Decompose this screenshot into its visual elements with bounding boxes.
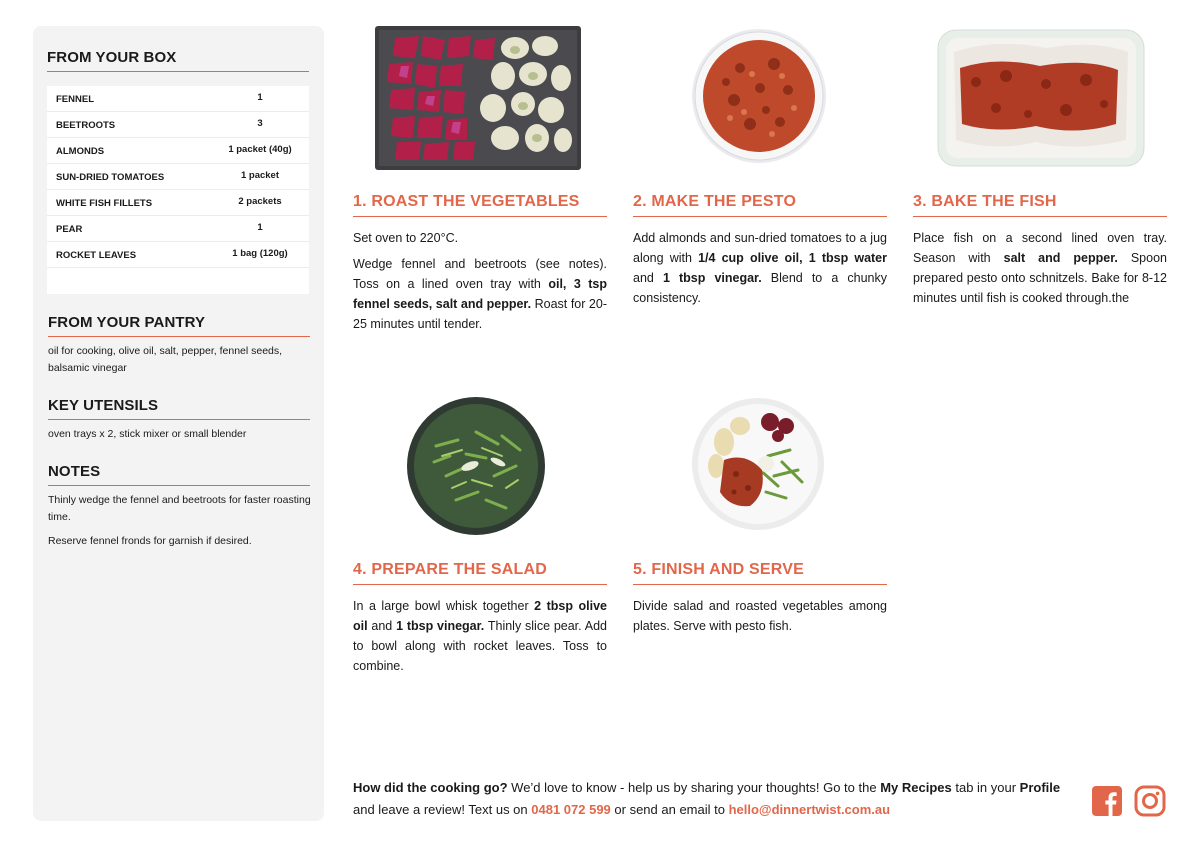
ingredient-row (47, 164, 309, 190)
step-5-body (633, 596, 887, 642)
bold-text: 2 tbsp olive oil (353, 599, 607, 633)
bold-text: 1 tbsp vinegar. (662, 271, 762, 285)
pesto-bowl-photo (690, 28, 828, 164)
divider (353, 216, 607, 217)
email-link[interactable]: hello@dinnertwist.com.au (728, 802, 891, 817)
divider (633, 584, 887, 585)
ingredient-qty: 1 (257, 92, 263, 103)
step-1-title: 1. ROAST THE VEGETABLES (353, 193, 580, 210)
ingredient-row (47, 242, 309, 268)
step-1-body (353, 228, 607, 340)
ingredient-row (47, 138, 309, 164)
text: and leave a review! Text us on (353, 802, 532, 817)
ingredient-row (47, 112, 309, 138)
ingredient-row (47, 190, 309, 216)
note-2: Reserve fennel fronds for garnish if desired. (48, 535, 252, 547)
ingredient-qty: 3 (257, 118, 263, 129)
step-4-text (353, 596, 607, 676)
divider (353, 584, 607, 585)
ingredient-row (47, 86, 309, 112)
divider (633, 216, 887, 217)
ingredient-qty: 1 packet (240, 170, 280, 181)
bold-text: 1/4 cup olive oil, 1 tbsp water (698, 251, 887, 265)
divider (47, 71, 309, 72)
text: or send an email to (610, 802, 729, 817)
divider (48, 419, 310, 420)
text: Wedge fennel and beetroots (see notes). Toss on a lined oven tray with (353, 257, 607, 291)
step-1-line-2 (353, 254, 607, 334)
plated-dish-photo (690, 396, 826, 532)
ingredients-table (47, 86, 309, 294)
ingredient-name: ROCKET LEAVES (56, 250, 137, 261)
notes-title: NOTES (48, 463, 101, 480)
ingredient-qty: 1 bag (120g) (232, 248, 288, 259)
text: Roast for 20-25 minutes until tender. (353, 297, 608, 331)
text: We’d love to know - help us by sharing your thoughts! Go to the (507, 780, 881, 795)
text: Thinly slice pear. Add to bowl along with rocket leaves. Toss to combine. (353, 619, 607, 673)
facebook-icon[interactable] (1091, 785, 1123, 817)
salad-bowl-photo (406, 396, 546, 536)
ingredient-name: PEAR (56, 224, 83, 235)
text: Spoon prepared pesto onto schnitzels. Bake for 8-12 minutes until fish is cooked through.the (913, 251, 1167, 305)
ingredient-qty: 1 (257, 222, 263, 233)
divider (48, 336, 310, 337)
ingredient-row (47, 216, 309, 242)
step-2-title: 2. MAKE THE PESTO (633, 193, 797, 210)
text: Blend to a chunky consistency. (633, 271, 887, 305)
note-1: Thinly wedge the fennel and beetroots for faster roasting time. (48, 494, 311, 523)
instagram-icon[interactable] (1134, 785, 1166, 817)
step-5-text: Divide salad and roasted vegetables among plates. Serve with pesto fish. (633, 599, 887, 633)
text: In a large bowl whisk together (353, 599, 535, 613)
key-utensils-title: KEY UTENSILS (48, 397, 159, 414)
step-1-line-1: Set oven to 220°C. (353, 231, 459, 245)
phone-link[interactable]: 0481 072 599 (531, 802, 611, 817)
ingredient-qty: 2 packets (238, 196, 282, 207)
pantry-text: oil for cooking, olive oil, salt, pepper, fennel seeds, balsamic vinegar (48, 345, 283, 374)
step-4-title: 4. PREPARE THE SALAD (353, 561, 547, 578)
from-your-pantry-title: FROM YOUR PANTRY (48, 314, 206, 331)
bold-text: oil, 3 tsp fennel seeds, salt and pepper. (353, 277, 608, 311)
text: tab in your (951, 780, 1020, 795)
bold-text: salt and pepper. (1003, 251, 1118, 265)
step-2-body (633, 228, 887, 314)
ingredient-name: FENNEL (56, 94, 94, 105)
feedback-question: How did the cooking go? (353, 780, 508, 795)
step-2-text (633, 228, 887, 308)
profile-link[interactable]: Profile (1019, 780, 1061, 795)
step-4-body (353, 596, 607, 682)
ingredient-name: BEETROOTS (56, 120, 116, 131)
text: and (633, 271, 663, 285)
step-3-body (913, 228, 1167, 314)
feedback-footer (353, 777, 1073, 821)
step-3-text (913, 228, 1167, 308)
ingredient-qty: 1 packet (40g) (228, 144, 292, 155)
from-your-box-title: FROM YOUR BOX (47, 49, 177, 66)
text: Place fish on a second lined oven tray. Season with (913, 231, 1167, 265)
text: and (367, 619, 397, 633)
roast-vegetables-photo (375, 26, 581, 170)
text: Add almonds and sun-dried tomatoes to a jug along with (633, 231, 887, 265)
ingredient-name: SUN-DRIED TOMATOES (56, 172, 165, 183)
utensils-text: oven trays x 2, stick mixer or small blender (48, 428, 247, 440)
divider (48, 485, 310, 486)
bold-text: 1 tbsp vinegar. (396, 619, 485, 633)
divider (913, 216, 1167, 217)
baked-fish-dish-photo (936, 28, 1146, 168)
step-5-title: 5. FINISH AND SERVE (633, 561, 804, 578)
my-recipes-link[interactable]: My Recipes (880, 780, 952, 795)
step-3-title: 3. BAKE THE FISH (913, 193, 1057, 210)
ingredient-name: WHITE FISH FILLETS (56, 198, 153, 209)
ingredient-name: ALMONDS (56, 146, 105, 157)
sidebar (33, 26, 324, 821)
